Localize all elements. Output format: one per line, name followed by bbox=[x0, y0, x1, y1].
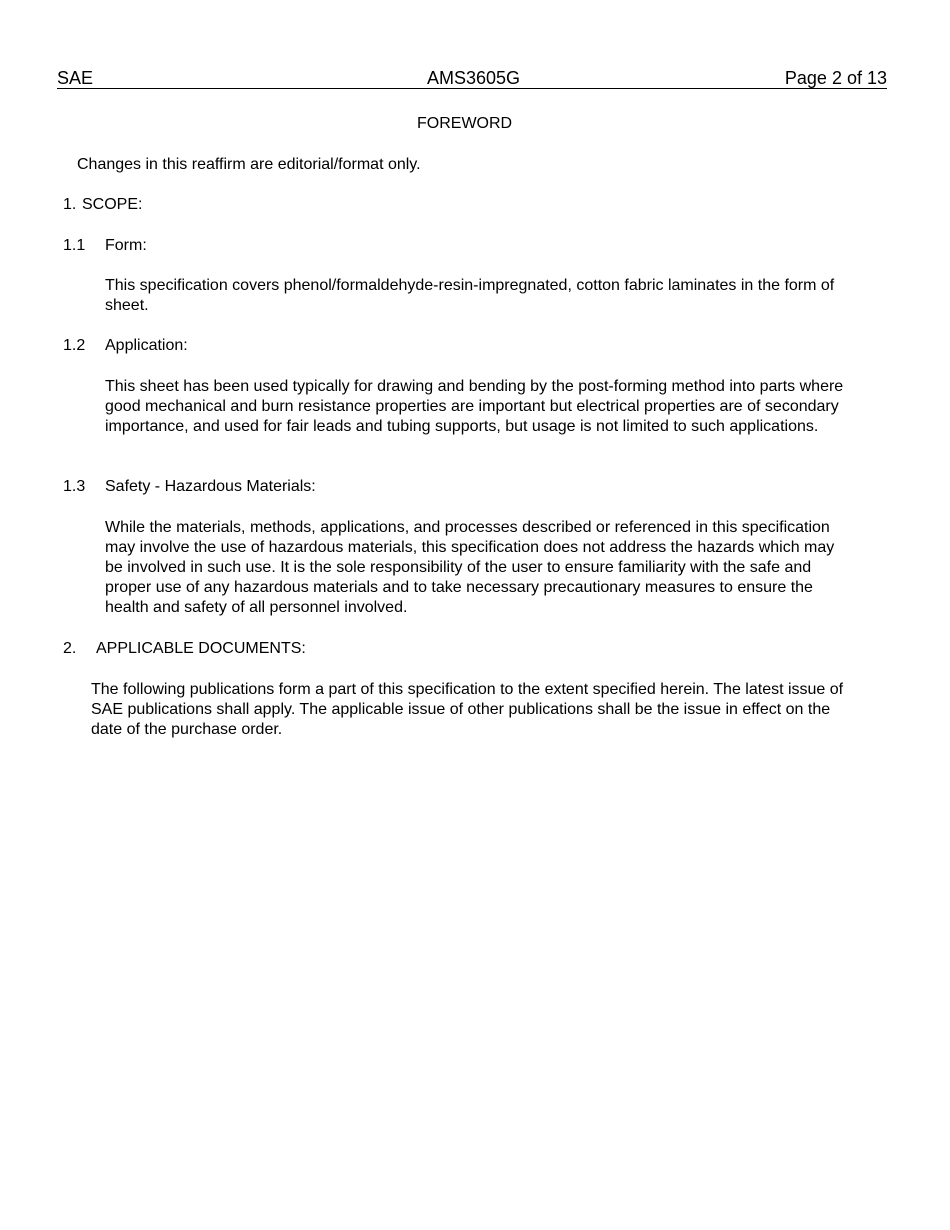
page-header bbox=[57, 68, 887, 89]
section-1-1-title: Form: bbox=[105, 237, 147, 254]
section-1-2-number: 1.2 bbox=[63, 337, 86, 354]
foreword-title: FOREWORD bbox=[417, 115, 513, 132]
section-1-1-body: This specification covers phenol/formaldehyde-resin-impregnated, cotton fabric laminates in the form of sheet. bbox=[105, 277, 835, 315]
foreword-text: Changes in this reaffirm are editorial/format only. bbox=[77, 156, 421, 173]
section-1-2-body: This sheet has been used typically for drawing and bending by the post-forming method into parts where good mechanical and burn resistance properties are important but electrical properties are of secondary importance, and used for fair leads and tubing supports, but usage is not limited to such applications. bbox=[105, 378, 844, 436]
section-1-number: 1. bbox=[63, 196, 77, 213]
header-document-number: AMS3605G bbox=[427, 68, 521, 88]
section-1-2-title: Application: bbox=[105, 337, 188, 354]
section-1-title: SCOPE: bbox=[82, 196, 143, 213]
section-1-3-title: Safety - Hazardous Materials: bbox=[105, 478, 316, 495]
section-1-3-body: While the materials, methods, applications, and processes described or referenced in this specification may involve the use of hazardous materials, this specification does not address the hazards which may be involved in such use. It is the sole responsibility of the user to ensure familiarity with the safe and proper use of any hazardous materials and to take necessary precautionary measures to ensure the health and safety of all personnel involved. bbox=[105, 519, 835, 617]
section-1-3-number: 1.3 bbox=[63, 478, 86, 495]
section-2-body: The following publications form a part of this specification to the extent specified herein. The latest issue of SAE publications shall apply. The applicable issue of other publications shall be the issue in effect on the date of the purchase order. bbox=[91, 681, 844, 739]
section-2-title: APPLICABLE DOCUMENTS: bbox=[96, 640, 306, 657]
header-page-number: Page 2 of 13 bbox=[784, 68, 887, 88]
section-1-1-number: 1.1 bbox=[63, 237, 86, 254]
section-2-number: 2. bbox=[63, 640, 77, 657]
header-organization: SAE bbox=[57, 68, 94, 88]
